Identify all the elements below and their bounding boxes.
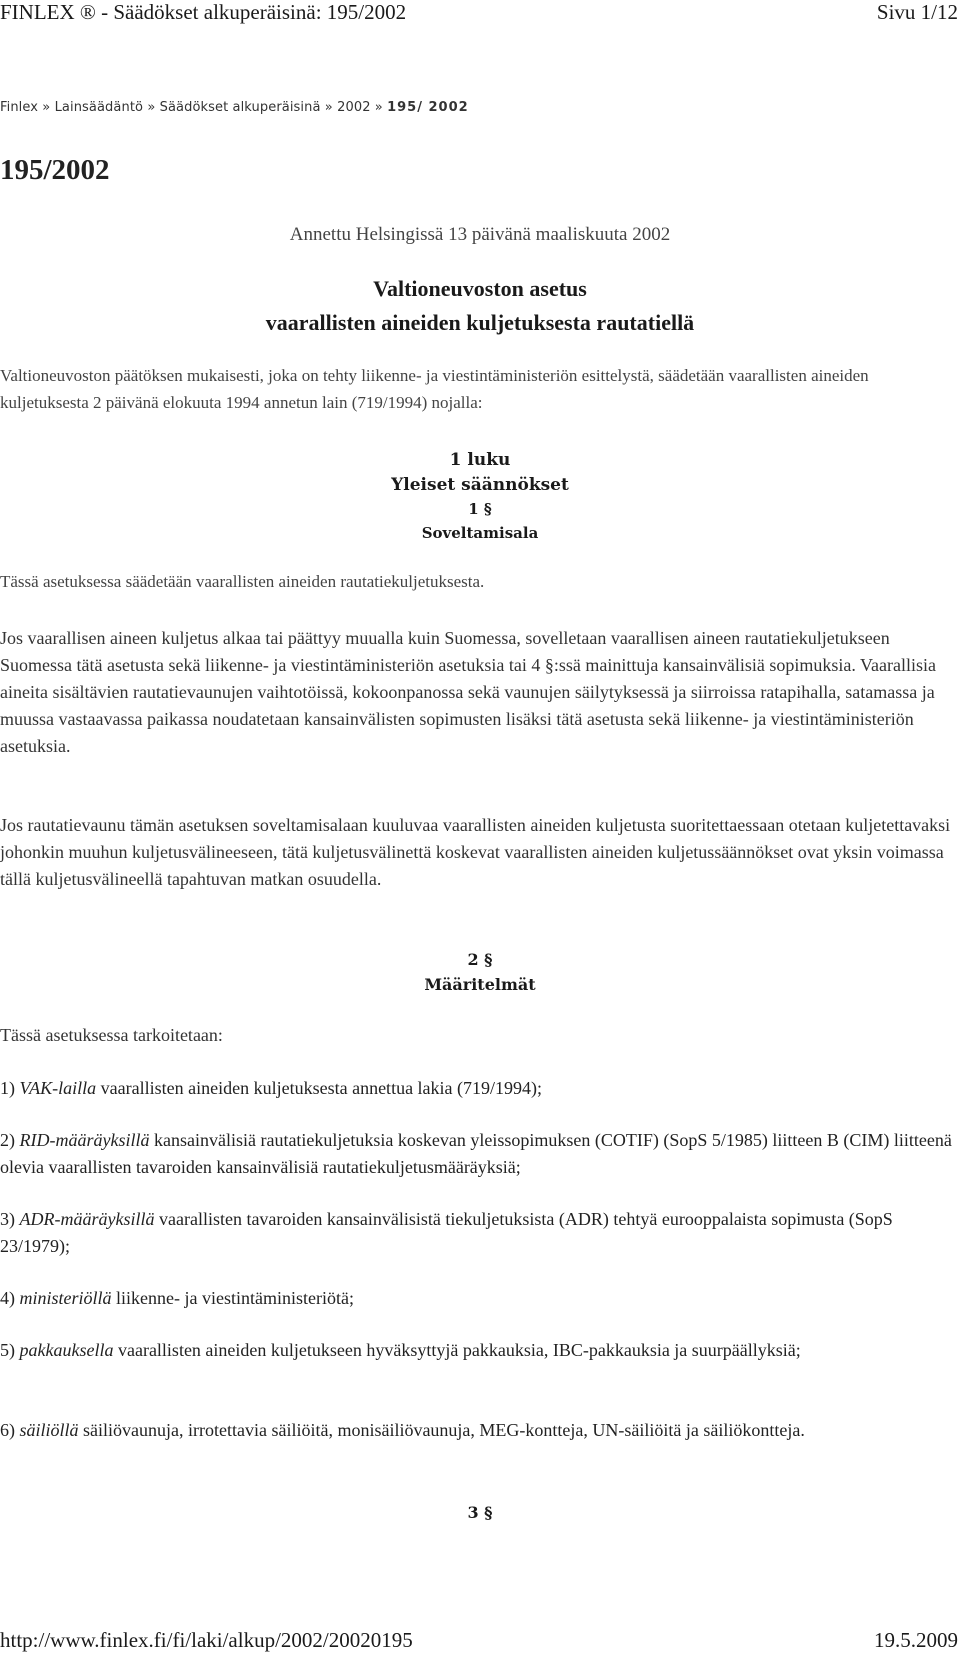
given-date: Annettu Helsingissä 13 päivänä maaliskuuta 2002 [289,224,671,245]
definition-text: vaarallisten aineiden kuljetuksesta annettua lakia (719/1994); [100,1078,543,1098]
definition-number: 2) [0,1130,15,1150]
breadcrumb-link-year[interactable]: 2002 [337,100,371,115]
definition-term: RID-määräyksillä [19,1130,150,1150]
definition-item [0,1285,958,1312]
definition-term: ADR-määräyksillä [19,1209,155,1229]
section-1-number: 1 § [468,500,492,518]
breadcrumb-separator: » [147,100,156,115]
definition-item [0,1417,958,1444]
definition-term: ministeriöllä [19,1288,112,1308]
breadcrumb-separator: » [324,100,333,115]
definition-item [0,1075,958,1102]
definition-text: kansainvälisiä rautatiekuljetuksia koskevan yleissopimuksen (COTIF) (SopS 5/1985) liitteen B (CIM) liitteenä olevia vaarallisten tavaroiden kansainvälisiä rautatiekuljetusmääräyksiä; [0,1130,952,1177]
print-header [0,0,960,26]
definition-item [0,1206,958,1260]
section-2-number: 2 § [467,950,493,969]
section-1-paragraph-1: Tässä asetuksessa säädetään vaarallisten aineiden rautatiekuljetuksesta. [0,572,485,591]
definition-text: säiliövaunuja, irrotettavia säiliöitä, monisäiliövaunuja, MEG-kontteja, UN-säiliöitä ja säiliökontteja. [83,1420,805,1440]
section-1-name: Soveltamisala [421,524,539,542]
definition-item [0,1337,958,1364]
document-title-line2: vaarallisten aineiden kuljetuksesta rautatiellä [265,310,695,335]
definition-number: 5) [0,1340,15,1360]
section-1-paragraph-3: Jos rautatievaunu tämän asetuksen soveltamisalaan kuuluvaa vaarallisten aineiden kuljetusta suoritettaessaan otetaan kuljetettavaksi johonkin muuhun kuljetusvälineeseen, tätä kuljetusvälinettä koskevat vaarallisten aineiden kuljetussäännökset ovat yksin voimassa tällä kuljetusvälineellä tapahtuvan matkan osuudella. [0,815,951,889]
print-header-title: FINLEX ® - Säädökset alkuperäisinä: 195/2002 [0,0,407,24]
chapter-name: Yleiset säännökset [391,475,569,495]
definition-term: VAK-lailla [19,1078,97,1098]
definition-item [0,1127,958,1181]
definition-term: säiliöllä [19,1420,79,1440]
definition-text: liikenne- ja viestintäministeriötä; [116,1288,354,1308]
footer-url[interactable]: http://www.finlex.fi/fi/laki/alkup/2002/20020195 [0,1628,413,1652]
definition-number: 1) [0,1078,15,1098]
definition-text: vaarallisten tavaroiden kansainvälisistä tiekuljetuksista (ADR) tehtyä eurooppalaista sopimusta (SopS 23/1979); [0,1209,893,1256]
section-2-intro: Tässä asetuksessa tarkoitetaan: [0,1025,223,1045]
breadcrumb-link-finlex[interactable]: Finlex [0,100,39,115]
definition-text: vaarallisten aineiden kuljetukseen hyväksyttyjä pakkauksia, IBC-pakkauksia ja suurpäällyksiä; [117,1340,801,1360]
breadcrumb-current: 195/ 2002 [387,100,469,115]
breadcrumb [0,100,469,115]
footer-date: 19.5.2009 [874,1628,958,1652]
definition-term: pakkauksella [19,1340,114,1360]
section-2-name: Määritelmät [424,975,536,994]
definition-number: 6) [0,1420,15,1440]
breadcrumb-separator: » [42,100,51,115]
chapter-number: 1 luku [449,450,511,470]
breadcrumb-link-alkuperaisina[interactable]: Säädökset alkuperäisinä [159,100,321,115]
section-1-paragraph-2: Jos vaarallisen aineen kuljetus alkaa tai päättyy muualla kuin Suomessa, sovelletaan vaarallisen aineen rautatiekuljetukseen Suomessa tätä asetusta sekä liikenne- ja viestintäministeriön asetuksia tai 4 §:ssä mainittuja kansainvälisiä sopimuksia. Vaarallisia aineita sisältävien rautatievaunujen vaihtotöissä, kokoonpanossa sekä vaunujen säilytyksessä ja siirroissa ratapihalla, satamassa ja muussa vastaavassa paikassa noudatetaan kansainvälisten sopimusten lisäksi tätä asetusta sekä liikenne- ja viestintäministeriön asetuksia. [0,628,936,756]
document-title-line1: Valtioneuvoston asetus [373,276,587,301]
definition-number: 3) [0,1209,15,1229]
preamble: Valtioneuvoston päätöksen mukaisesti, joka on tehty liikenne- ja viestintäministeriön esittelystä, säädetään vaarallisten aineiden kuljetuksesta 2 päivänä elokuuta 1994 annetun lain (719/1994) nojalla: [0,366,869,412]
document-number: 195/2002 [0,154,110,186]
page-indicator: Sivu 1/12 [876,0,958,24]
section-3-number: 3 § [467,1503,493,1522]
breadcrumb-separator: » [374,100,383,115]
breadcrumb-link-lainsaadanto[interactable]: Lainsäädäntö [54,100,144,115]
print-footer [0,1628,960,1654]
definition-number: 4) [0,1288,15,1308]
